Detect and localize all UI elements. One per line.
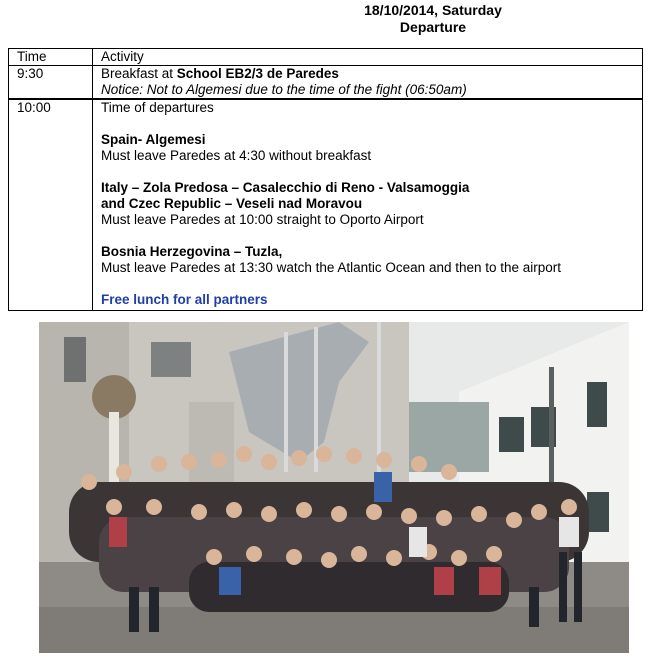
schedule-table [8, 48, 643, 311]
group-bosnia-title: Bosnia Herzegovina – Tuzla, [101, 244, 283, 259]
group-italy-title-1: Italy – Zola Predosa – Casalecchio di Reno - Valsamoggia [101, 180, 470, 195]
group-spain-title: Spain- Algemesi [101, 132, 206, 147]
breakfast-prefix: Breakfast at [101, 66, 177, 81]
table-row [9, 99, 643, 311]
column-header-time: Time [9, 49, 93, 66]
school-name: School EB2/3 de Paredes [176, 66, 339, 81]
group-italy-text: Must leave Paredes at 10:00 straight to Oporto Airport [101, 212, 424, 227]
activity-cell [93, 66, 643, 100]
column-header-activity: Activity [93, 49, 643, 66]
table-header-row [9, 49, 643, 66]
breakfast-line [101, 66, 642, 82]
table-row [9, 66, 643, 100]
group-bosnia-text: Must leave Paredes at 13:30 watch the Atlantic Ocean and then to the airport [101, 260, 562, 275]
lunch-note: Free lunch for all partners [101, 292, 268, 307]
time-cell: 9:30 [9, 66, 93, 100]
notice-text: Notice: Not to Algemesi due to the time of the fight (06:50am) [101, 82, 467, 97]
page-header [0, 2, 656, 36]
group-photo-illustration [39, 322, 629, 653]
group-photo [39, 322, 629, 653]
time-cell: 10:00 [9, 99, 93, 311]
group-italy-title-2: and Czec Republic – Veseli nad Moravou [101, 196, 363, 211]
date-line: 18/10/2014, Saturday [364, 2, 502, 18]
departures-intro: Time of departures [101, 100, 214, 115]
group-spain-text: Must leave Paredes at 4:30 without breakfast [101, 148, 372, 163]
activity-cell [93, 99, 643, 311]
page-title: Departure [399, 19, 467, 35]
